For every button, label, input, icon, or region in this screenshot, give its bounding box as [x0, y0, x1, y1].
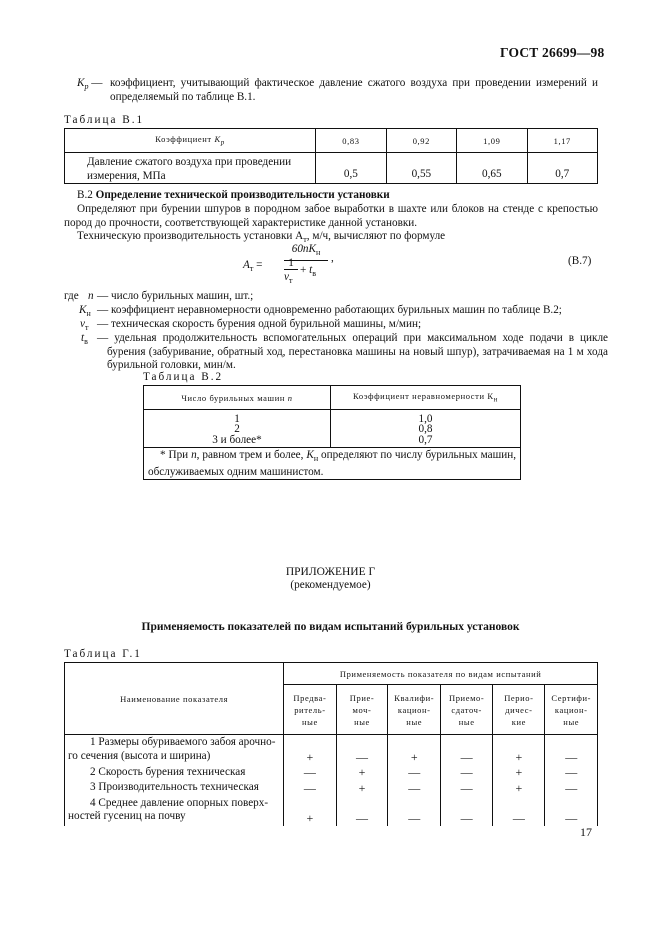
- table-g1-row-name: [65, 780, 284, 796]
- table-g1-subcol-line: Квалифи-: [394, 692, 435, 703]
- table-g1-cell: +: [493, 765, 545, 781]
- table-g1-cell: —: [388, 780, 441, 796]
- table-b2-col2-header: Коэффициент неравномерности $К_н$: [331, 386, 521, 410]
- formula-b7-comma: ,: [331, 252, 334, 264]
- table-g1-col-group: Применяемость показателя по видам испытаний: [284, 663, 598, 685]
- def-n-text: — число бурильных машин, шт.;: [97, 290, 254, 302]
- table-g1-subcol-line: ные: [354, 716, 370, 727]
- def-kn-symbol: $K_н$: [79, 304, 91, 319]
- table-b2-k-value: 1,0: [418, 412, 433, 425]
- table-b1-header-value: 0,92: [386, 129, 456, 153]
- table-g1-subcol-line: кацион-: [554, 704, 588, 715]
- table-g1-subcol-line: ные: [458, 716, 475, 727]
- table-g1-subcol-header: [493, 685, 545, 735]
- def-kn-text: — коэффициент неравномерности одновременно работающих бурильных машин по таблице В.2;: [97, 304, 562, 316]
- formula-b7-velocity: $v_т$: [284, 271, 293, 286]
- table-g1-cell: +: [388, 735, 441, 765]
- table-b2-footnote: * При n, равном трем и более, $K_н$ определяют по числу бурильных машин, обслуживаемых одним машинистом.: [144, 448, 521, 480]
- table-b2-col1-header: Число бурильных машин n: [144, 386, 331, 410]
- table-g1-subcol-line: Перио-: [504, 692, 534, 703]
- table-g1-cell: +: [284, 796, 336, 826]
- table-g1-row-name: [65, 796, 284, 826]
- table-g1-row-name-line: го сечения (высота и ширина): [68, 749, 211, 762]
- table-g1-cell: +: [493, 780, 545, 796]
- table-g1-cell: —: [545, 765, 598, 781]
- table-b2-n-value: 3 и более*: [212, 433, 262, 446]
- table-b1-caption: Таблица В.1: [64, 114, 145, 126]
- table-g1-row-name-line: ностей гусениц на почву: [68, 810, 186, 823]
- table-g1-subcol-header: [440, 685, 492, 735]
- table-g1-subcol-header: [388, 685, 441, 735]
- table-b1-header-value: 0,83: [316, 129, 386, 153]
- table-g1-cell: —: [493, 796, 545, 826]
- appendix-title: ПРИЛОЖЕНИЕ Г: [285, 566, 376, 578]
- table-g1-row: [65, 780, 598, 796]
- table-b2-n-value: 1: [234, 412, 240, 425]
- table-g1-cell: —: [336, 735, 388, 765]
- formula-b7-plus-t: + $t_в$: [300, 264, 316, 279]
- def-tv-text: — удельная продолжительность вспомогательных операций при максимальном ходе подачи в цикле бурения (забуривание, обратный ход, перестановка машины на новый шпур), затрачиваемая на 1 м хода бурильной головки, мин/м.: [97, 332, 608, 372]
- table-g1-cell: +: [336, 780, 388, 796]
- table-g1-cell: —: [545, 796, 598, 826]
- table-g1-cell: —: [440, 796, 492, 826]
- table-g1-subcol-header: [336, 685, 388, 735]
- def-tv-symbol: $t_в$: [81, 332, 88, 347]
- formula-b7-denominator: 1: [284, 257, 298, 271]
- table-g1-subcol-line: Приемо-: [448, 692, 485, 703]
- table-b1-header-value: 1,17: [527, 129, 597, 153]
- formula-b7-lhs: $A_т$ =: [243, 259, 263, 274]
- table-g1-col-name: Наименование показателя: [65, 663, 284, 735]
- table-g1-cell: +: [336, 765, 388, 781]
- table-g1-subcol-line: кацион-: [397, 704, 431, 715]
- table-g1-subcol-header: [284, 685, 336, 735]
- table-g1-subcol-line: ные: [563, 716, 580, 727]
- table-b1-row-value: 0,65: [457, 153, 527, 184]
- table-g1-row-name-line: 1 Размеры обуриваемого забоя арочно-: [90, 736, 276, 748]
- table-g1-subcol-header: [545, 685, 598, 735]
- table-g1-cell: —: [440, 780, 492, 796]
- table-g1-cell: —: [545, 735, 598, 765]
- table-b1-header-label: Коэффициент $K_p$: [65, 129, 316, 153]
- table-g1-row-name-line: 2 Скорость бурения техническая: [90, 765, 246, 778]
- table-b2: [143, 385, 521, 480]
- table-g1-cell: —: [284, 765, 336, 781]
- table-b2-caption: Таблица В.2: [143, 371, 224, 383]
- table-b1-row-value: 0,7: [527, 153, 597, 184]
- kp-symbol: $K_p$ —: [77, 77, 103, 92]
- table-g1-subcol-line: Предва-: [293, 692, 327, 703]
- table-g1-row: [65, 735, 598, 765]
- document-header: ГОСТ 26699—98: [500, 45, 605, 60]
- table-b2-k-value: 0,7: [418, 433, 433, 446]
- table-b1: [64, 128, 598, 184]
- table-g1-row-name-line: 3 Производительность техническая: [90, 781, 259, 794]
- table-g1-cell: —: [440, 765, 492, 781]
- table-g1-subcol-line: дичес-: [505, 704, 533, 715]
- table-g1-row-name-line: 4 Среднее давление опорных поверх-: [90, 796, 269, 809]
- table-g1-subcol-line: ные: [302, 716, 318, 727]
- table-g1-subcol-line: ные: [406, 716, 423, 727]
- table-g1: [64, 662, 598, 826]
- def-n-symbol: n: [88, 290, 94, 302]
- table-g1-cell: —: [284, 780, 336, 796]
- page-number: 17: [580, 825, 592, 839]
- table-g1-row: [65, 796, 598, 826]
- table-g1-subcol-line: Прие-: [349, 692, 375, 703]
- table-g1-cell: —: [440, 735, 492, 765]
- table-g1-row: [65, 765, 598, 781]
- formula-b7-numerator: $60nK_н$: [284, 243, 328, 261]
- appendix-subtitle: (рекомендуемое): [290, 579, 371, 591]
- table-g1-cell: —: [388, 765, 441, 781]
- table-g1-subcol-line: сдаточ-: [451, 704, 482, 715]
- section-b2-heading: В.2 Определение технической производительности установки: [77, 189, 390, 201]
- kp-definition: коэффициент, учитывающий фактическое давление сжатого воздуха при проведении измерений и определяемый по таблице В.1.: [110, 77, 598, 103]
- table-g1-cell: +: [493, 735, 545, 765]
- table-g1-cell: —: [336, 796, 388, 826]
- table-g1-subcol-line: ритель-: [294, 704, 326, 715]
- table-b1-row-label: Давление сжатого воздуха при проведении измерения, МПа: [65, 153, 316, 184]
- table-g1-caption: Таблица Г.1: [64, 648, 142, 660]
- table-g1-row-name: [65, 735, 284, 765]
- table-b1-row-value: 0,55: [386, 153, 456, 184]
- table-b2-n-value: 2: [234, 423, 240, 436]
- def-vt-symbol: $v_т$: [80, 318, 89, 333]
- def-vt-text: — техническая скорость бурения одной бурильной машины, м/мин;: [97, 318, 422, 330]
- table-g1-row-name: [65, 765, 284, 781]
- formula-b7-number: (В.7): [568, 255, 592, 267]
- table-g1-subcol-line: кие: [511, 716, 527, 727]
- table-g1-cell: —: [545, 780, 598, 796]
- table-b2-k-values: [331, 410, 521, 448]
- table-g1-subcol-line: Сертифи-: [551, 692, 592, 703]
- section-b2-paragraph: Определяют при бурении шпуров в породном забое выработки в шахте или блоков на стенде с крепостью пород до прочности, соответствующей характеристике данной установки.: [64, 203, 598, 229]
- section-b2-formula-intro: Техническую производительность установки $А_т$, м/ч, вычисляют по формуле: [77, 230, 446, 245]
- where-label: где: [64, 290, 79, 302]
- table-b1-row-value: 0,5: [316, 153, 386, 184]
- table-g1-subcol-line: моч-: [352, 704, 372, 715]
- table-b2-k-value: 0,8: [418, 423, 433, 436]
- table-b1-header-value: 1,09: [457, 129, 527, 153]
- appendix-heading: Применяемость показателей по видам испытаний бурильных установок: [141, 621, 520, 633]
- table-g1-cell: +: [284, 735, 336, 765]
- table-b2-n-values: [144, 410, 331, 448]
- table-g1-cell: —: [388, 796, 441, 826]
